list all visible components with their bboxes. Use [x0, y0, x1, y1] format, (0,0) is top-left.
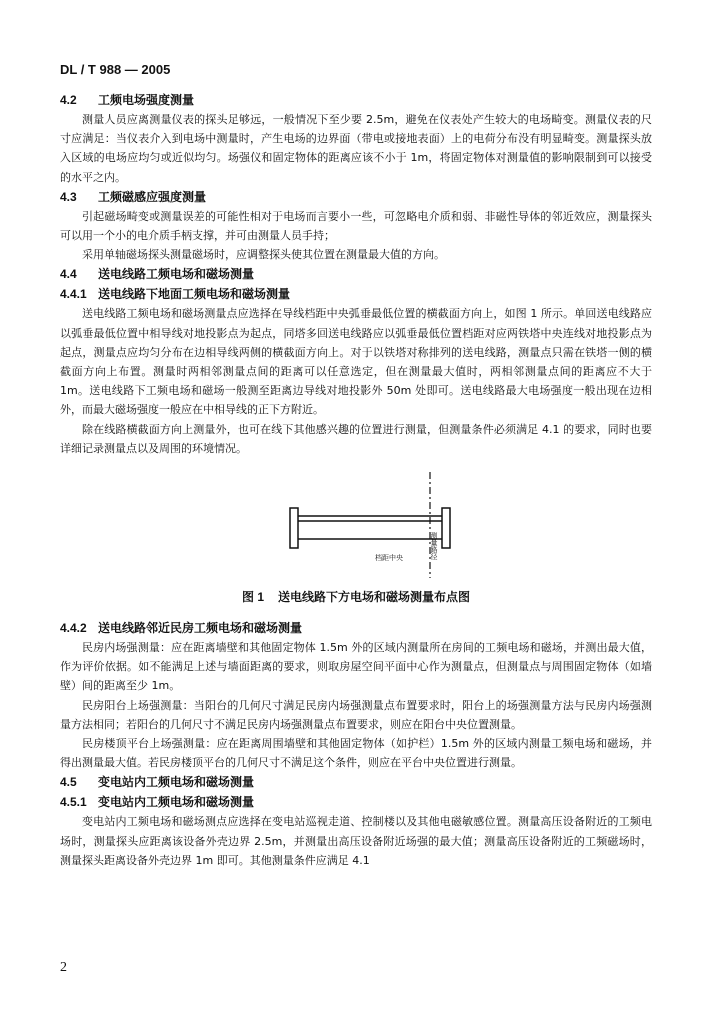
page-content	[60, 90, 652, 870]
axis-label: 测量路径	[430, 532, 438, 561]
heading-number: 4.3	[60, 189, 77, 204]
figure-number: 图 1	[241, 590, 264, 605]
paragraph: 引起磁场畸变或测量误差的可能性相对于电场而言要小一些，可忽略电介质和弱、非磁性导体的邻近效应，测量探头可以用一个小的电介质手柄支撑，并可由测量人员手持；	[60, 209, 652, 243]
paragraph: 采用单轴磁场探头测量磁场时，应调整探头使其位置在测量最大值的方向。	[82, 248, 445, 262]
heading-4-5-1	[60, 793, 652, 812]
paragraph: 送电线路工频电场和磁场测量点应选择在导线档距中央弧垂最低位置的横截面方向上，如图 1 所示。单回送电线路应以弧垂最低位置中相导线对地投影点为起点，同塔多回送电线路应以弧垂最低位置档距对应两铁塔中央连线对地投影点为起点，测量点应均匀分布在边相导线两侧的横截面方向上。对于以铁塔对称排列的送电线路，测量点只需在铁塔一侧的横截面方向上布置。测量时两相邻测量点间的距离可以任意选定，但在测量最大值时，两相邻测量点间的距离应不大于 1m。送电线路下工频电场和磁场一般测至距离边导线对地投影外 50m 处即可。送电线路最大电场强度一般出现在边相外，而最大磁场强度一般应在中相导线的正下方附近。	[60, 307, 652, 417]
paragraph: 测量人员应离测量仪表的探头足够远，一般情况下至少要 2.5m，避免在仪表处产生较大的电场畸变。测量仪表的尺寸应满足：当仪表介入到电场中测量时，产生电场的边界面（带电或接地表面）上的电荷分布没有明显畸变。测量探头放入区域的电场应均匀或近似均匀。场强仪和固定物体的距离应该不小于 1m，将固定物体对测量值的影响限制到可以接受的水平之内。	[60, 113, 652, 184]
heading-number: 4.4	[60, 267, 77, 282]
figure-caption-text: 送电线路下方电场和磁场测量布点图	[278, 590, 471, 605]
heading-number: 4.5.1	[60, 795, 87, 810]
paragraph: 民房阳台上场强测量：当阳台的几何尺寸满足民房内场强测量点布置要求时，阳台上的场强测量方法与民房内场强测量方法相同；若阳台的几何尺寸不满足民房内场强测量点布置要求，则应在阳台中央位置测量。	[60, 698, 652, 731]
heading-number: 4.5	[60, 775, 77, 790]
heading-title: 变电站内工频电场和磁场测量	[98, 795, 255, 810]
heading-title: 送电线路下地面工频电场和磁场测量	[98, 287, 291, 302]
heading-4-4-2	[60, 619, 652, 638]
line-layout-diagram	[280, 464, 460, 582]
paragraph: 民房楼顶平台上场强测量：应在距离周围墙壁和其他固定物体（如护栏）1.5m 外的区域内测量工频电场和磁场，并得出测量最大值。若民房楼顶平台的几何尺寸不满足这个条件，则应在平台中央位置进行测量。	[60, 737, 652, 770]
figure-1	[60, 464, 652, 584]
heading-4-4	[60, 265, 652, 284]
tower-right	[442, 508, 450, 548]
tower-left	[290, 508, 298, 548]
paragraph: 除在线路横截面方向上测量外，也可在线下其他感兴趣的位置进行测量，但测量条件必须满足 4.1 的要求，同时也要详细记录测量点以及周围的环境情况。	[60, 422, 652, 455]
heading-title: 变电站内工频电场和磁场测量	[98, 775, 255, 790]
doc-code-header: DL / T 988 — 2005	[60, 62, 171, 77]
heading-title: 送电线路邻近民房工频电场和磁场测量	[98, 621, 303, 636]
paragraph: 变电站内工频电场和磁场测点应选择在变电站巡视走道、控制楼以及其他电磁敏感位置。测量高压设备附近的工频电场时，测量探头应距离该设备外壳边界 2.5m，并测量出高压设备附近场强的最大值；测量高压设备附近的工频磁场时，测量探头距离设备外壳边界 1m 即可。其他测量条件应满足 4.1	[60, 815, 652, 867]
heading-number: 4.4.2	[60, 621, 87, 636]
midspan-label: 档距中央	[375, 554, 403, 563]
heading-title: 工频电场强度测量	[98, 93, 195, 107]
heading-4-5	[60, 773, 652, 792]
figure-caption	[60, 588, 652, 605]
heading-title: 送电线路工频电场和磁场测量	[98, 267, 255, 282]
page-number: 2	[60, 960, 67, 975]
heading-number: 4.4.1	[60, 287, 87, 302]
heading-4-4-1	[60, 285, 652, 304]
heading-number: 4.2	[60, 93, 77, 107]
heading-4-2	[60, 91, 652, 110]
heading-4-3	[60, 188, 652, 207]
heading-title: 工频磁感应强度测量	[98, 189, 207, 204]
paragraph: 民房内场强测量：应在距离墙壁和其他固定物体 1.5m 外的区域内测量所在房间的工频电场和磁场，并测出最大值，作为评价依据。如不能满足上述与墙面距离的要求，则取房屋空间平面中心作为测量点，但测量点与周围固定物体（如墙壁）间的距离至少 1m。	[60, 641, 652, 693]
